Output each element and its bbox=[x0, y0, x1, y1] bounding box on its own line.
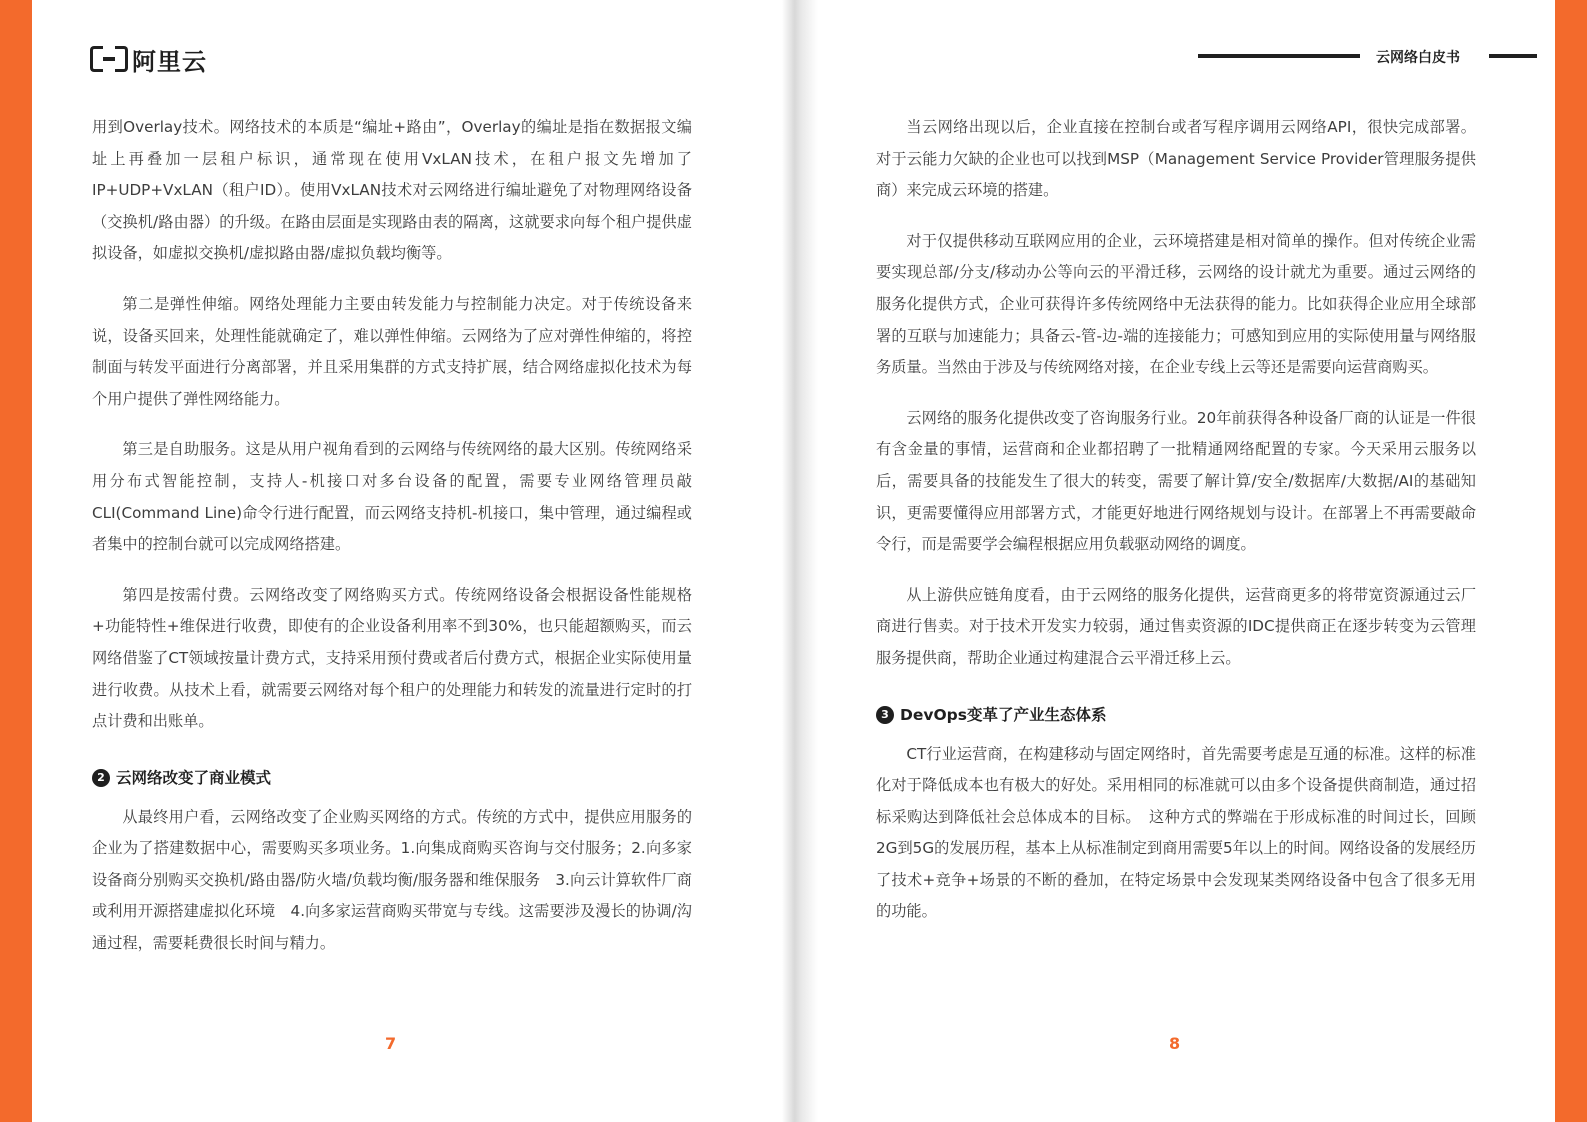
logo-text: 阿里云 bbox=[132, 47, 207, 76]
right-paragraph-4: 从上游供应链角度看，由于云网络的服务化提供，运营商更多的将带宽资源通过云厂商进行售卖。对于技术开发实力较弱，通过售卖资源的IDC提供商正在逐步转变为云管理服务提供商，帮助企业通过构建混合云平滑迁移上云。 bbox=[876, 585, 1476, 667]
header-rule-left bbox=[1198, 54, 1360, 58]
page-number-left: 7 bbox=[385, 1034, 397, 1053]
section-number-badge: 2 bbox=[92, 769, 110, 787]
right-orange-edge-bar bbox=[1555, 0, 1587, 1122]
right-paragraph-2: 对于仅提供移动互联网应用的企业，云环境搭建是相对简单的操作。但对传统企业需要实现总部/分支/移动办公等向云的平滑迁移，云网络的设计就尤为重要。通过云网络的服务化提供方式，企业可获得许多传统网络中无法获得的能力。比如获得企业应用全球部署的互联与加速能力；具备云-管-边-端的连接能力；可感知到应用的实际使用量与网络服务质量。当然由于涉及与传统网络对接，在企业专线上云等还是需要向运营商购买。 bbox=[876, 231, 1476, 377]
right-section-paragraph: CT行业运营商，在构建移动与固定网络时，首先需要考虑是互通的标准。这样的标准化对于降低成本也有极大的好处。采用相同的标准就可以由多个设备提供商制造，通过招标采购达到降低社会总体成本的目标。 这种方式的弊端在于形成标准的时间过长，回顾2G到5G的发展历程，基本上从标准制定到商用需要5年以上的时间。网络设备的发展经历了技术+竞争+场景的不断的叠加，在特定场景中会发现某类网络设备中包含了很多无用的功能。 bbox=[876, 744, 1476, 921]
left-paragraph-4: 第四是按需付费。云网络改变了网络购买方式。传统网络设备会根据设备性能规格+功能特性+维保进行收费，即使有的企业设备利用率不到30%，也只能超额购买，而云网络借鉴了CT领域按量计费方式，支持采用预付费或者后付费方式，根据企业实际使用量进行收费。从技术上看，就需要云网络对每个租户的处理能力和转发的流量进行定时的打点计费和出账单。 bbox=[92, 585, 692, 731]
section-title: DevOps变革了产业生态体系 bbox=[900, 705, 1107, 724]
section-number-badge: 3 bbox=[876, 706, 894, 724]
aliyun-logo bbox=[90, 44, 207, 74]
section-heading-3 bbox=[876, 703, 1476, 727]
right-page-body bbox=[876, 112, 1476, 947]
section-heading-2 bbox=[92, 766, 692, 790]
right-paragraph-1: 当云网络出现以后，企业直接在控制台或者写程序调用云网络API，很快完成部署。对于云能力欠缺的企业也可以找到MSP（Management Service Provider管理服务提供商）来完成云环境的搭建。 bbox=[876, 118, 1476, 200]
left-orange-edge-bar bbox=[0, 0, 32, 1122]
book-spine-shadow bbox=[782, 0, 818, 1122]
left-section-paragraph: 从最终用户看，云网络改变了企业购买网络的方式。传统的方式中，提供应用服务的企业为了搭建数据中心，需要购买多项业务。1.向集成商购买咨询与交付服务；2.向多家设备商分别购买交换机/路由器/防火墙/负载均衡/服务器和维保服务 3.向云计算软件厂商或利用开源搭建虚拟化环境 4.向多家运营商购买带宽与专线。这需要涉及漫长的协调/沟通过程，需要耗费很长时间与精力。 bbox=[92, 807, 692, 953]
header-rule-right bbox=[1489, 54, 1537, 58]
aliyun-logo-icon bbox=[90, 46, 128, 72]
left-page-body bbox=[92, 112, 692, 979]
page-number-right: 8 bbox=[1169, 1034, 1181, 1053]
left-paragraph-1: 用到Overlay技术。网络技术的本质是“编址+路由”，Overlay的编址是指在数据报文编址上再叠加一层租户标识，通常现在使用VxLAN技术，在租户报文先增加了IP+UDP+VxLAN（租户ID）。使用VxLAN技术对云网络进行编址避免了对物理网络设备（交换机/路由器）的升级。在路由层面是实现路由表的隔离，这就要求向每个租户提供虚拟设备，如虚拟交换机/虚拟路由器/虚拟负载均衡等。 bbox=[92, 118, 692, 263]
left-paragraph-3: 第三是自助服务。这是从用户视角看到的云网络与传统网络的最大区别。传统网络采用分布式智能控制，支持人-机接口对多台设备的配置，需要专业网络管理员敲CLI(Command Line)命令行进行配置，而云网络支持机-机接口，集中管理，通过编程或者集中的控制台就可以完成网络搭建。 bbox=[92, 440, 692, 554]
section-title: 云网络改变了商业模式 bbox=[116, 768, 272, 787]
right-paragraph-3: 云网络的服务化提供改变了咨询服务行业。20年前获得各种设备厂商的认证是一件很有含金量的事情，运营商和企业都招聘了一批精通网络配置的专家。今天采用云服务以后，需要具备的技能发生了很大的转变，需要了解计算/安全/数据库/大数据/AI的基础知识，更需要懂得应用部署方式，才能更好地进行网络规划与设计。在部署上不再需要敲命令行，而是需要学会编程根据应用负载驱动网络的调度。 bbox=[876, 408, 1476, 554]
document-title: 云网络白皮书 bbox=[1376, 50, 1460, 66]
left-paragraph-2: 第二是弹性伸缩。网络处理能力主要由转发能力与控制能力决定。对于传统设备来说，设备买回来，处理性能就确定了，难以弹性伸缩。云网络为了应对弹性伸缩的，将控制面与转发平面进行分离部署，并且采用集群的方式支持扩展，结合网络虚拟化技术为每个用户提供了弹性网络能力。 bbox=[92, 294, 692, 408]
